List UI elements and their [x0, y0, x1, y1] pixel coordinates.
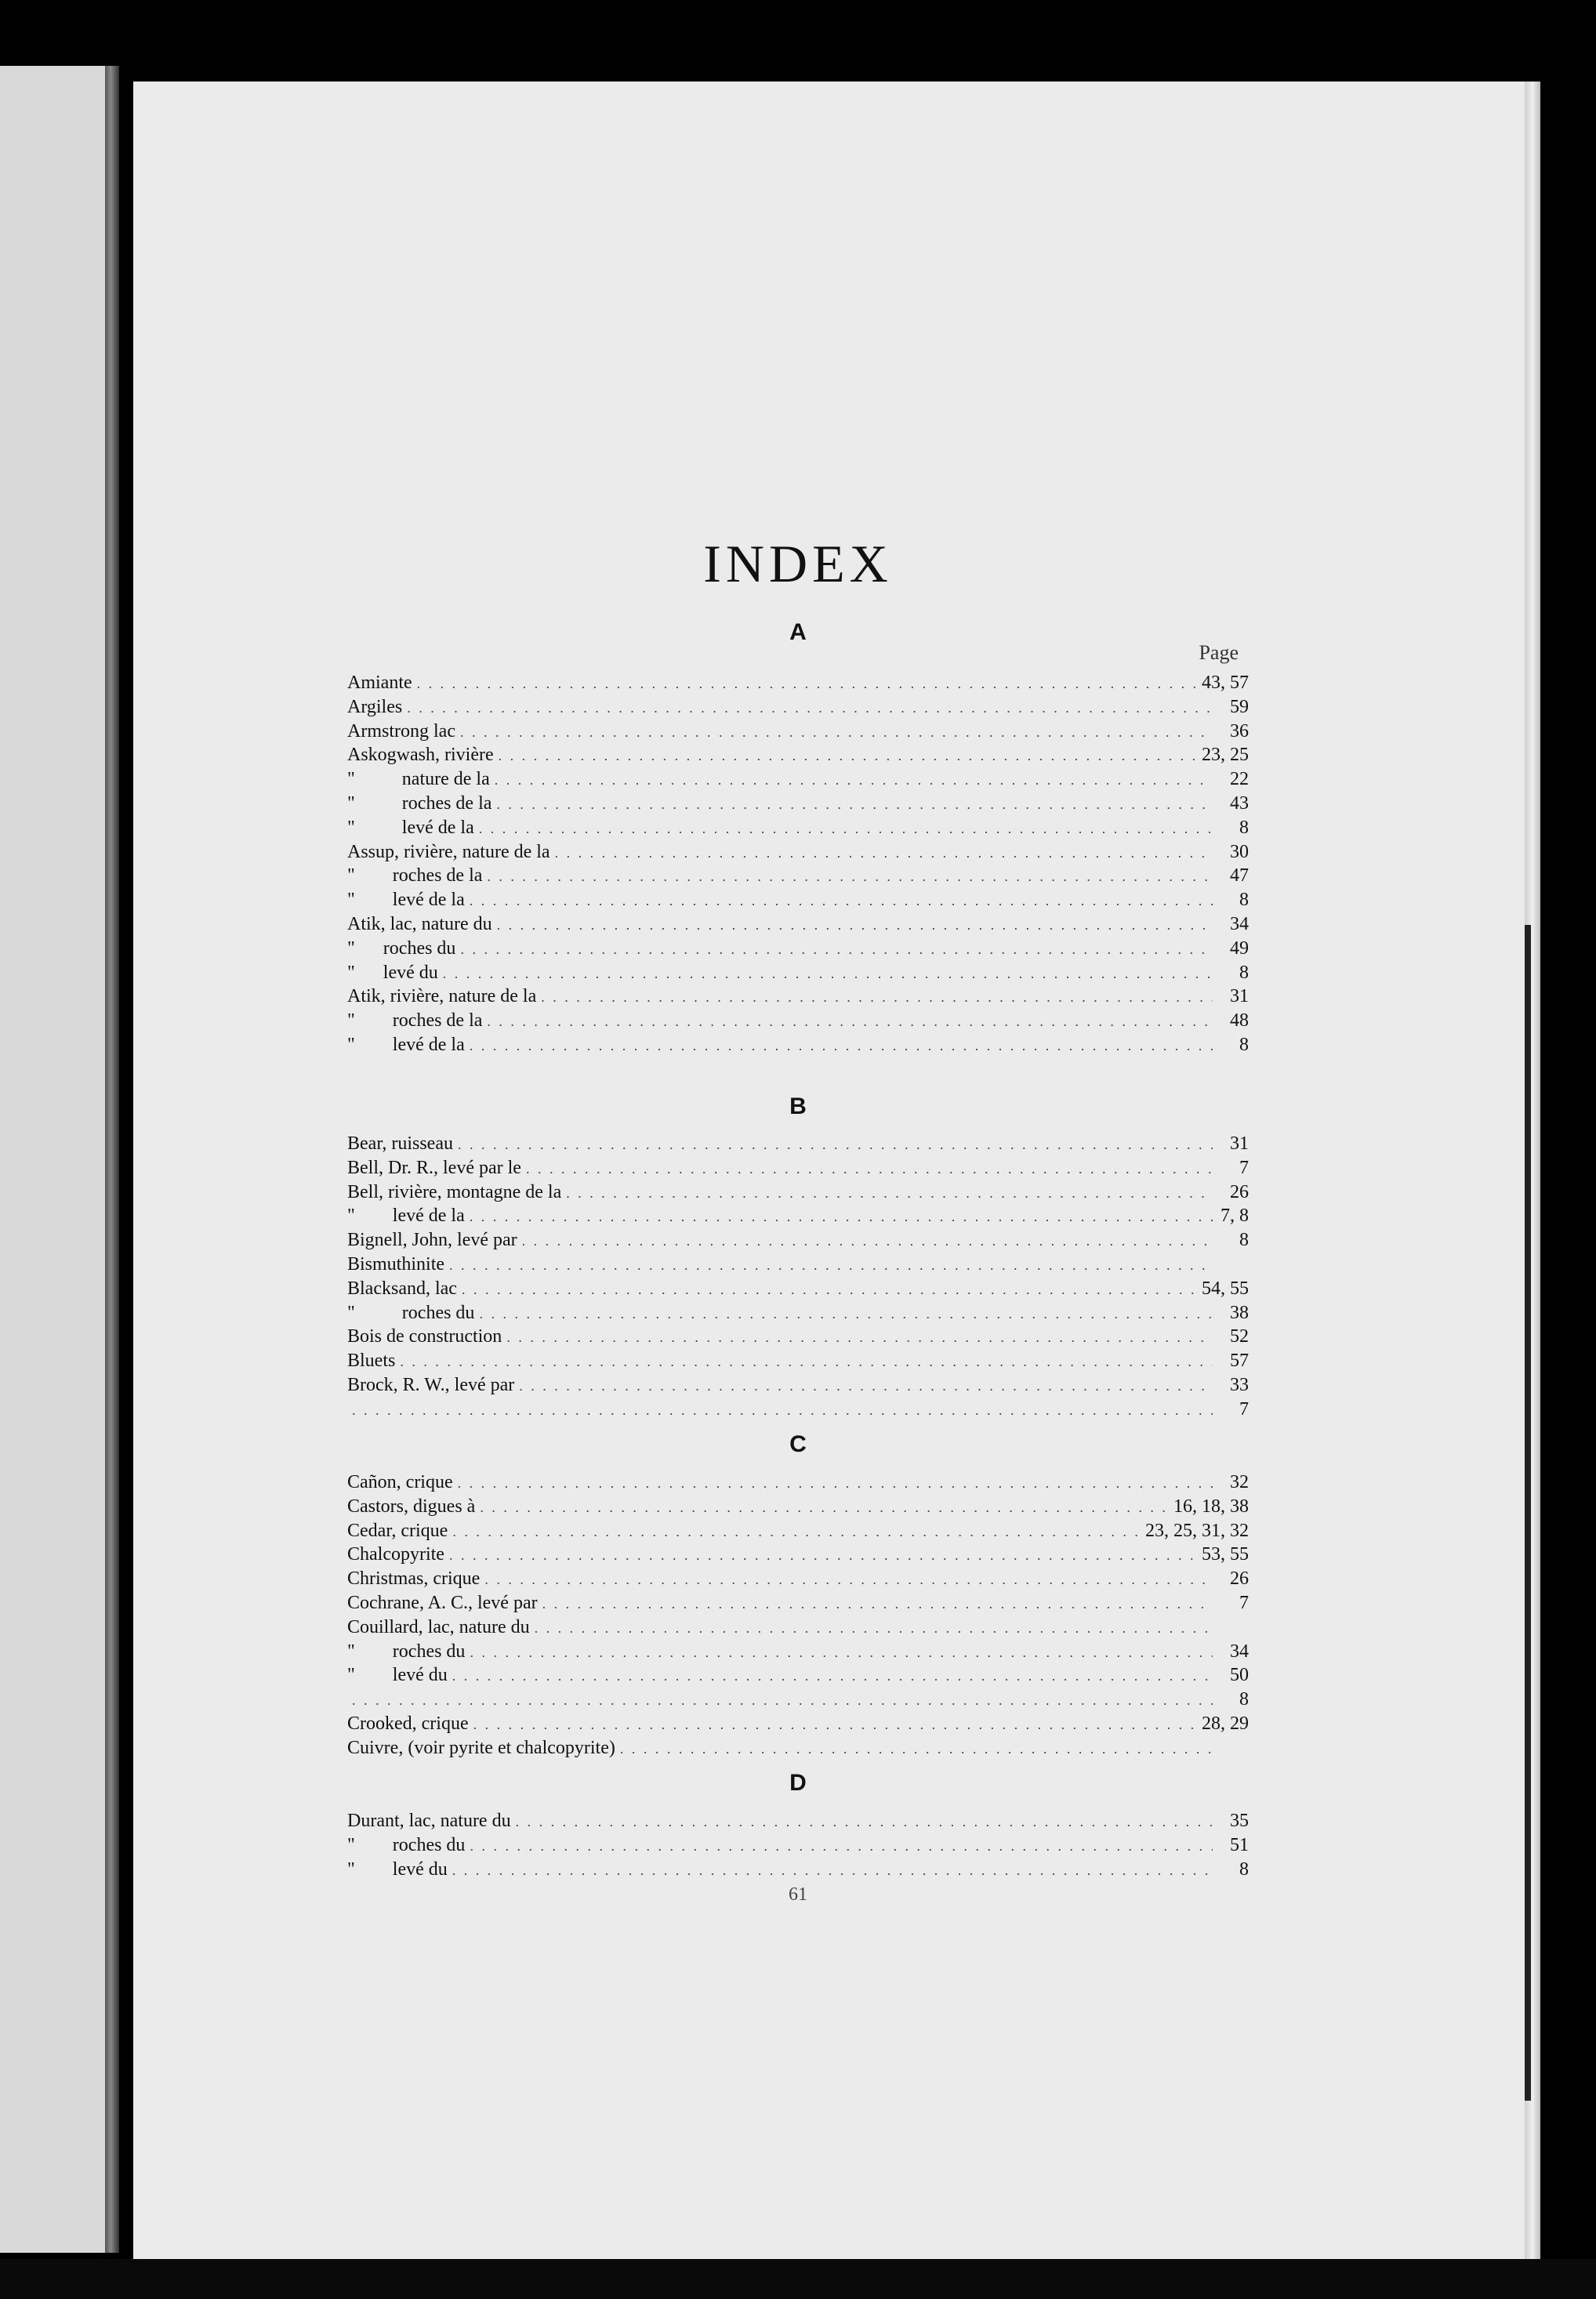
dot-leader: [443, 966, 1213, 982]
index-entry-text: " levé du: [347, 962, 438, 983]
dot-leader: [484, 1572, 1213, 1588]
dot-leader: [460, 941, 1213, 958]
index-entry-text: " roches de la: [347, 793, 492, 814]
index-entry-text: Durant, lac, nature du: [347, 1811, 511, 1831]
index-entry-text: " nature de la: [347, 769, 490, 790]
index-entry-text: " roches du: [347, 1641, 466, 1662]
index-entry-page: 49: [1230, 937, 1249, 959]
index-entry: [347, 1859, 1249, 1881]
dot-leader: [470, 1838, 1213, 1855]
dot-leader: [479, 821, 1213, 837]
index-entry-text: Bluets: [347, 1351, 396, 1372]
index-entry-text: Assup, rivière, nature de la: [347, 841, 550, 862]
index-entry-text: Chalcopyrite: [347, 1544, 444, 1565]
index-entry: [347, 673, 1249, 694]
index-entry-text: Atik, lac, nature du: [347, 914, 492, 934]
index-entry-page: 23, 25, 31, 32: [1145, 1520, 1249, 1541]
index-entry: [347, 1738, 1249, 1760]
index-entry: [347, 1521, 1249, 1543]
index-entry-page: 26: [1230, 1181, 1249, 1202]
dot-leader: [462, 1282, 1197, 1298]
index-entry-page: 8: [1239, 890, 1249, 911]
index-entry: [347, 842, 1249, 864]
index-entry: [347, 697, 1249, 719]
dot-leader: [470, 1644, 1213, 1661]
dot-leader: [460, 724, 1213, 741]
index-entry: [347, 938, 1249, 960]
index-entry-page: 34: [1230, 1641, 1249, 1662]
index-entry-text: Bell, rivière, montagne de la: [347, 1181, 562, 1202]
index-entry-page: 8: [1239, 1230, 1249, 1251]
index-entry: [347, 963, 1249, 985]
index-entry: [347, 769, 1249, 791]
page-title: INDEX: [703, 534, 893, 593]
index-entry-page: 7: [1239, 1593, 1249, 1613]
dot-leader: [458, 1137, 1213, 1153]
book-spine-shadow: [105, 66, 119, 2253]
index-entry: [347, 1617, 1249, 1639]
index-entry-page: 50: [1230, 1665, 1249, 1686]
index-entry-text: " levé du: [347, 1858, 448, 1880]
index-entry-page: 33: [1230, 1375, 1249, 1395]
index-entry-page: 7: [1239, 1398, 1249, 1420]
index-entry-page: 8: [1239, 817, 1249, 838]
index-entry: [347, 1158, 1249, 1180]
dot-leader: [555, 845, 1213, 861]
dot-leader: [499, 748, 1197, 764]
index-entry: [347, 890, 1249, 912]
index-entry: [347, 1254, 1249, 1276]
index-entry-text: " levé de la: [347, 890, 465, 911]
dot-leader: [516, 1814, 1213, 1830]
index-entry-page: 7: [1239, 1157, 1249, 1178]
dot-leader: [620, 1741, 1213, 1757]
index-entry: [347, 1665, 1249, 1687]
section-letter-b: B: [789, 1093, 807, 1119]
index-entry-page: 22: [1230, 769, 1249, 790]
section-letter-c: C: [789, 1431, 807, 1457]
dot-leader: [495, 772, 1213, 789]
index-entry-text: Amiante: [347, 673, 412, 693]
index-entry-text: Bismuthinite: [347, 1254, 445, 1275]
index-entry-page: 47: [1230, 865, 1249, 887]
left-page-edge: [0, 66, 110, 2253]
index-entry: [347, 1593, 1249, 1615]
index-entry: [347, 914, 1249, 936]
dot-leader: [452, 1862, 1213, 1879]
section-letter-d: D: [789, 1770, 807, 1796]
index-entry-page: 26: [1230, 1568, 1249, 1590]
page-number: 61: [789, 1884, 807, 1905]
index-entry: [347, 1035, 1249, 1057]
index-entry: [347, 1472, 1249, 1494]
index-entry: [347, 986, 1249, 1008]
index-entry-text: " levé de la: [347, 1035, 465, 1055]
index-entry-text: Cedar, crique: [347, 1520, 448, 1541]
index-entry-text: Christmas, crique: [347, 1568, 481, 1590]
dot-leader: [352, 1402, 1213, 1419]
dot-leader: [473, 1717, 1197, 1733]
index-entry-page: 34: [1230, 914, 1249, 934]
dot-leader: [506, 1329, 1213, 1346]
index-entry-page: 36: [1230, 720, 1249, 742]
index-entry: [347, 745, 1249, 767]
index-entry-text: Atik, rivière, nature de la: [347, 986, 537, 1007]
index-entry-text: " roches du: [347, 937, 456, 959]
index-entry-page: 43, 57: [1202, 673, 1249, 693]
index-entry: [347, 865, 1249, 887]
dot-leader: [479, 1306, 1213, 1322]
dot-leader: [407, 700, 1213, 716]
dot-leader: [535, 1620, 1213, 1637]
dot-leader: [470, 893, 1213, 909]
index-entry-text: Bell, Dr. R., levé par le: [347, 1157, 521, 1178]
index-entry-text: " levé de la: [347, 1206, 465, 1227]
index-entry-text: Armstrong lac: [347, 720, 455, 742]
index-entry-text: Bignell, John, levé par: [347, 1230, 517, 1251]
index-entry-page: 31: [1230, 986, 1249, 1007]
index-entry-page: 43: [1230, 793, 1249, 814]
index-entry-page: 8: [1239, 1689, 1249, 1710]
index-entry-page: 38: [1230, 1302, 1249, 1323]
index-entry-text: " roches du: [347, 1302, 475, 1323]
index-entry-page: 8: [1239, 1035, 1249, 1055]
dot-leader: [487, 1014, 1213, 1030]
index-entry: [347, 1010, 1249, 1032]
index-entry-page: 8: [1239, 1858, 1249, 1880]
dot-leader: [452, 1668, 1213, 1684]
dot-leader: [449, 1547, 1197, 1564]
index-entry: [347, 1641, 1249, 1663]
index-entry-page: 52: [1230, 1326, 1249, 1347]
index-entry: [347, 1375, 1249, 1397]
index-entry: [347, 1351, 1249, 1373]
page-column-header: Page: [1199, 641, 1239, 664]
index-entry-page: 54, 55: [1202, 1278, 1249, 1299]
dot-leader: [526, 1161, 1213, 1177]
dot-leader: [449, 1257, 1213, 1274]
index-entry: [347, 1811, 1249, 1833]
index-entry-page: 23, 25: [1202, 745, 1249, 766]
index-entry-page: 35: [1230, 1811, 1249, 1831]
index-entry-page: 7, 8: [1221, 1206, 1249, 1227]
index-entry: [347, 1496, 1249, 1518]
index-entry-page: 32: [1230, 1472, 1249, 1492]
index-entry: [347, 793, 1249, 815]
index-entry-text: " roches de la: [347, 865, 483, 887]
dot-leader: [542, 1596, 1213, 1612]
dot-leader: [452, 1524, 1141, 1540]
index-entry-page: 57: [1230, 1351, 1249, 1372]
index-entry: [347, 721, 1249, 743]
index-entry: [347, 1689, 1249, 1711]
index-entry-text: Couillard, lac, nature du: [347, 1616, 530, 1637]
dot-leader: [519, 1378, 1213, 1394]
index-entry: [347, 1713, 1249, 1735]
index-entry: [347, 1278, 1249, 1300]
index-entry: [347, 818, 1249, 839]
index-entry-text: Cuivre, (voir pyrite et chalcopyrite): [347, 1737, 615, 1758]
index-entry-text: Brock, R. W., levé par: [347, 1375, 515, 1395]
index-entry: [347, 1206, 1249, 1227]
dot-leader: [458, 1475, 1213, 1492]
dot-leader: [480, 1499, 1169, 1516]
index-entry: [347, 1568, 1249, 1590]
dot-leader: [400, 1354, 1213, 1370]
index-entry-page: 51: [1230, 1834, 1249, 1855]
index-entry-page: 16, 18, 38: [1173, 1496, 1249, 1517]
index-entry: [347, 1544, 1249, 1566]
index-entry-text: " roches de la: [347, 1010, 483, 1032]
dot-leader: [497, 917, 1213, 934]
index-entry-text: " roches du: [347, 1834, 466, 1855]
index-entry-text: " levé du: [347, 1665, 448, 1686]
scan-bottom-strip: [0, 2259, 1596, 2299]
dot-leader: [522, 1233, 1213, 1249]
index-entry: [347, 1133, 1249, 1155]
dot-leader: [470, 1209, 1213, 1225]
dot-leader: [352, 1692, 1213, 1709]
dot-leader: [487, 868, 1213, 885]
index-entry-text: Cochrane, A. C., levé par: [347, 1593, 538, 1613]
index-entry-page: 59: [1230, 696, 1249, 717]
dot-leader: [496, 796, 1213, 813]
dot-leader: [541, 989, 1213, 1006]
index-entry-page: 28, 29: [1202, 1713, 1249, 1734]
index-entry: [347, 1326, 1249, 1348]
index-entry-page: 8: [1239, 962, 1249, 983]
index-entry-text: Cañon, crique: [347, 1472, 453, 1492]
index-entry: [347, 1835, 1249, 1857]
index-entry-page: 53, 55: [1202, 1544, 1249, 1565]
index-entry: [347, 1399, 1249, 1421]
index-entry-text: Blacksand, lac: [347, 1278, 457, 1299]
index-entry-text: Castors, digues à: [347, 1496, 476, 1517]
index-entry: [347, 1303, 1249, 1325]
dot-leader: [417, 676, 1197, 692]
index-entry: [347, 1230, 1249, 1252]
index-entry-text: Bear, ruisseau: [347, 1133, 453, 1154]
index-entry-page: 48: [1230, 1010, 1249, 1032]
section-letter-a: A: [789, 619, 807, 645]
index-entry-text: Argiles: [347, 696, 403, 717]
index-entry-text: Askogwash, rivière: [347, 745, 494, 766]
index-entry-text: Bois de construction: [347, 1326, 502, 1347]
index-entry-text: " levé de la: [347, 817, 474, 838]
index-entry-page: 31: [1230, 1133, 1249, 1154]
dot-leader: [470, 1038, 1213, 1054]
index-entry: [347, 1182, 1249, 1204]
index-entry-text: Crooked, crique: [347, 1713, 469, 1734]
dot-leader: [566, 1185, 1213, 1202]
index-entry-page: 30: [1230, 841, 1249, 862]
